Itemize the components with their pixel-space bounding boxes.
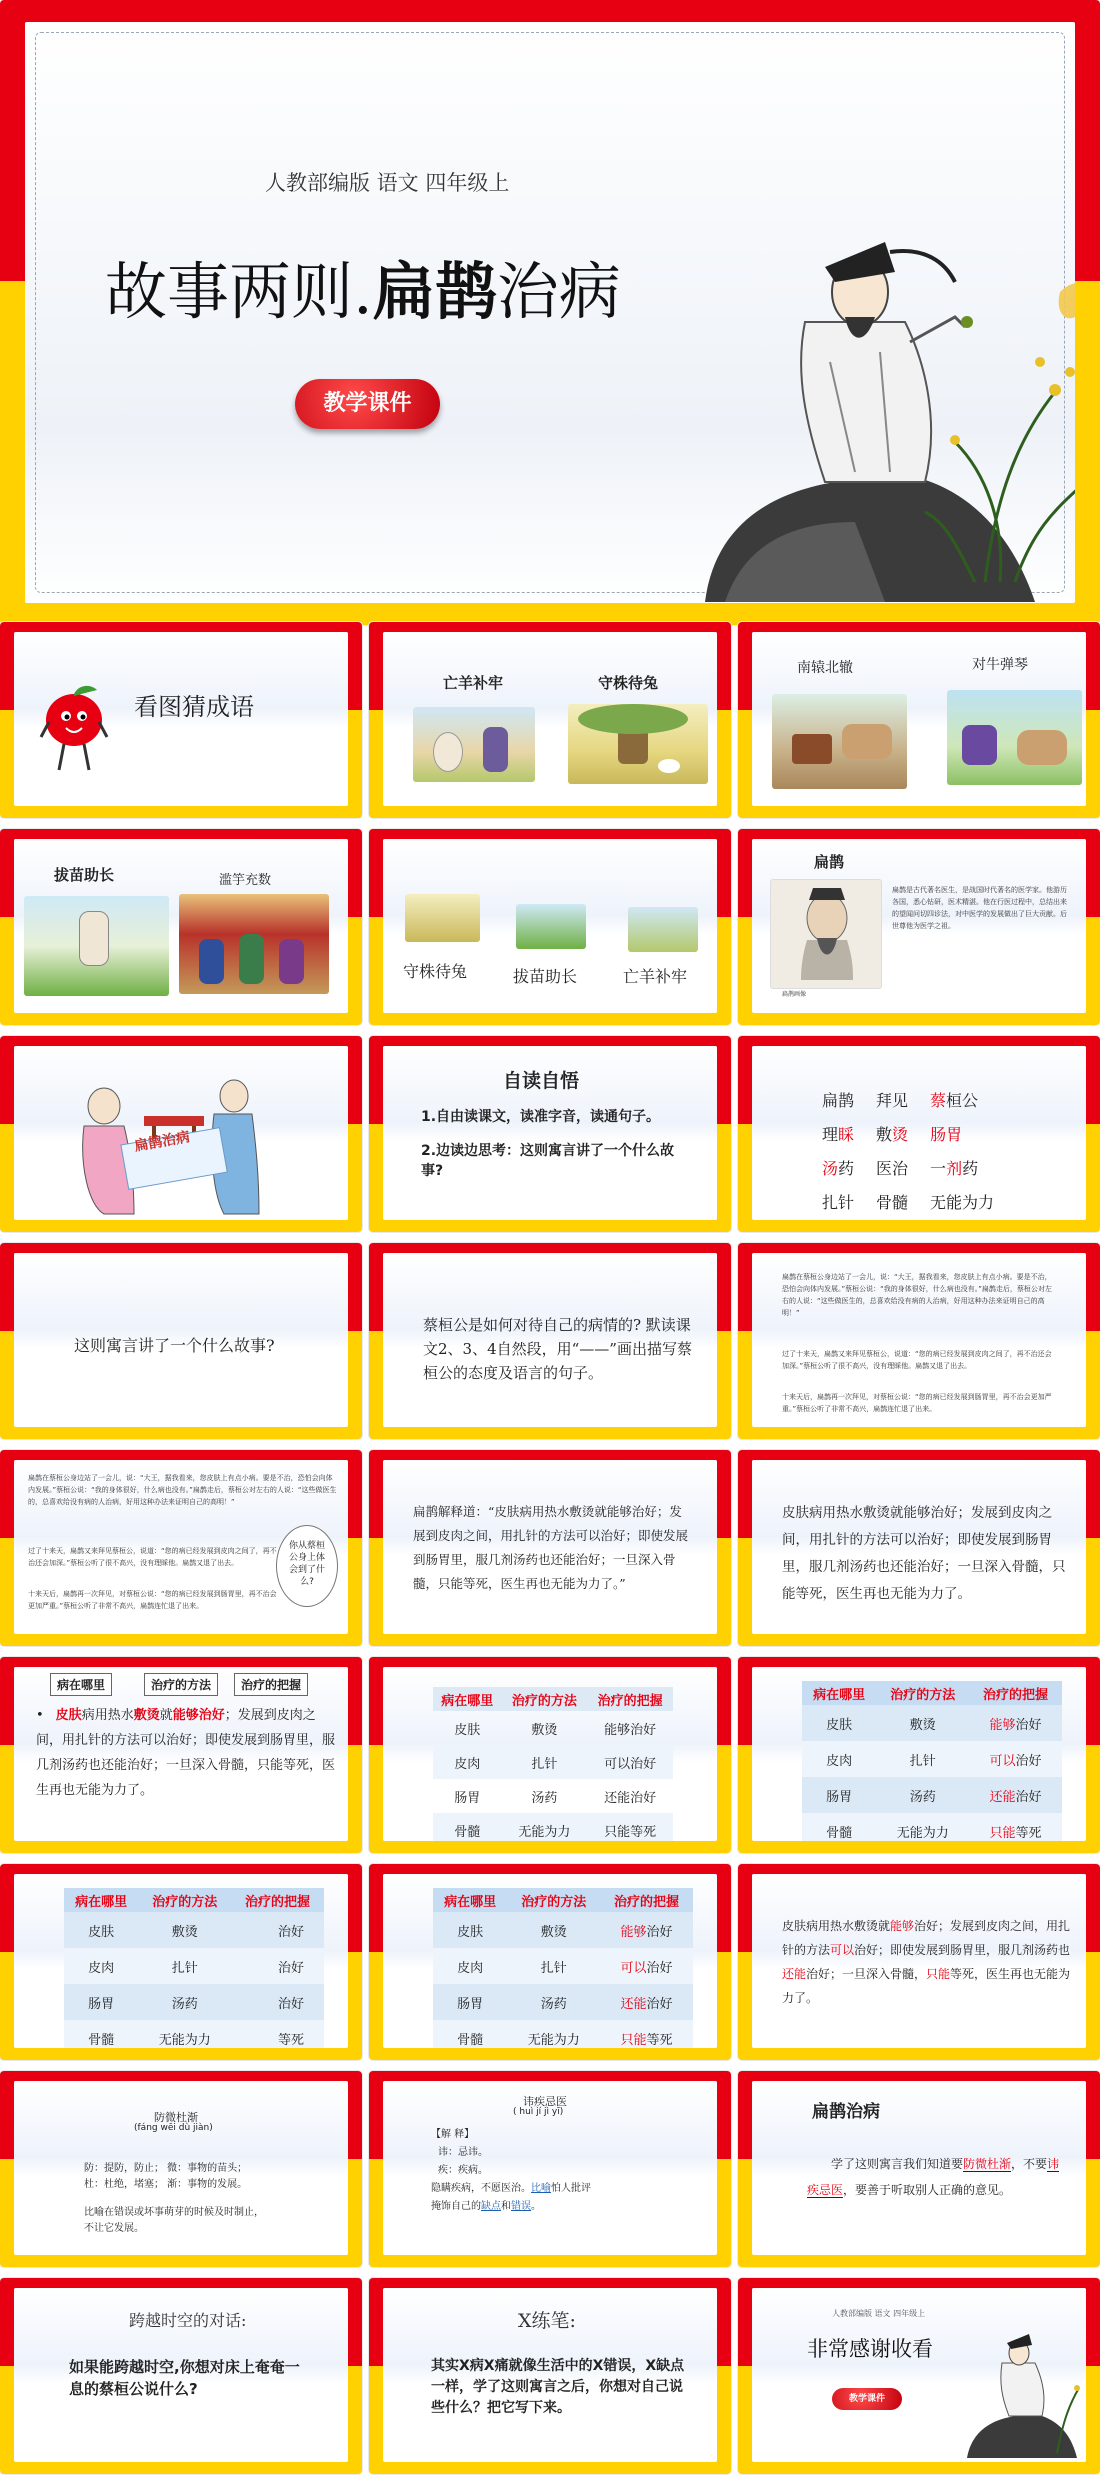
idiom-label: 亡羊补牢: [623, 967, 688, 986]
thought-bubble: [276, 1525, 338, 1607]
tree-rabbit-picture: [405, 894, 480, 942]
definition-line: 【解 释】: [431, 2129, 475, 2140]
slide-heading: 扁鹊: [814, 853, 845, 871]
treatment-table: 病在哪里 治疗的方法 治疗的把握 皮肤 敷烫 能够治好 皮肉 扎针 可以治好 肠胃 汤药 还能治好 骨髓 无能为力 只能等死: [433, 1687, 673, 1841]
slide-dialogue[interactable]: [0, 2278, 362, 2474]
story-paragraph: 扁鹊在蔡桓公身边站了一会儿，说：“大王，据我看来，您皮肤上有点小病。要是不治，恐怕会向体内发展。”蔡桓公说：“我的身体很好，什么病也没有。”扁鹊走后，蔡桓公对左右的人说：“这些做医生的，总喜欢给没有病的人治病，好用这种办法来证明自己的高明！”: [28, 1474, 337, 1506]
page-title: [105, 242, 621, 331]
definition-line: 防：提防，防止； 微：事物的苗头；: [84, 2163, 248, 2174]
treatment-table: 病在哪里 治疗的方法 治疗的把握 皮肤 敷烫 治好 皮肉 扎针 治好 肠胃 汤药 治好 骨髓 无能为力 等死: [64, 1888, 324, 2048]
banner-text: 扁鹊治病: [133, 1129, 192, 1155]
slide-explanation[interactable]: [369, 1450, 731, 1646]
idiom-pinyin: (fáng wēi dù jiàn): [134, 2123, 213, 2133]
idiom-title: 防微杜渐: [154, 2111, 198, 2124]
analysis-text: • 皮肤病用热水敷烫就能够治好；发展到皮肉之间，用扎针的方法可以治好；即使发展到肠胃里，服几剂汤药也还能治好；一旦深入骨髓，只能等死，医生再也无能为力了。: [36, 1708, 336, 1798]
slide-idiom-pictures-3[interactable]: [0, 829, 362, 1025]
definition-line: 讳：忌讳。: [438, 2147, 488, 2158]
definition-line: 掩饰自己的缺点和错误。: [431, 2201, 541, 2212]
story-paragraph: 过了十来天，扁鹊又来拜见蔡桓公，说道：“您的病已经发展到皮肉之间了，再不治还会加深。”蔡桓公听了很不高兴，没有理睬他。扁鹊又退了出去。: [28, 1547, 277, 1567]
writing-prompt: 其实X病X痛就像生活中的X错误，X缺点一样，学了这则寓言之后，你想对自己说些什么？把它写下来。: [431, 2358, 685, 2416]
title-part-b: 扁鹊: [372, 255, 497, 328]
treatment-table: 病在哪里 治疗的方法 治疗的把握 皮肤 敷烫 能够 治好 皮肉 扎针 可以 治好 肠胃 汤药 还能 治好 骨髓 无能为力 只能 等死: [802, 1681, 1062, 1841]
badge-button[interactable]: [832, 2388, 902, 2410]
slide-question[interactable]: [0, 1243, 362, 1439]
slide-summary[interactable]: [738, 2071, 1100, 2267]
apple-mascot-icon: [39, 682, 109, 777]
cow-zither-picture: [947, 690, 1082, 785]
portrait-caption: 扁鹊画像: [782, 991, 807, 998]
vocab-row: 扎针 骨髓 无能为力: [822, 1193, 995, 1212]
slide-table-4[interactable]: [369, 1864, 731, 2060]
slide-heading: 扁鹊治病: [812, 2102, 880, 2122]
vocab-grid: [822, 1084, 994, 1220]
sheep-pen-picture: [413, 707, 535, 782]
title-part-a: 故事两则.: [105, 255, 373, 328]
definition-line: 比喻在错误或坏事萌芽的时候及时制止，: [84, 2207, 264, 2218]
task-item: 2.边读边思考：这则寓言讲了一个什么故事?: [421, 1143, 675, 1179]
slide-table-2[interactable]: [738, 1657, 1100, 1853]
slide-reading-task[interactable]: [369, 1243, 731, 1439]
definition-line: 疾：疾病。: [438, 2165, 488, 2176]
slide-table-1[interactable]: [369, 1657, 731, 1853]
definition-line: 不让它发展。: [84, 2223, 144, 2234]
story-paragraph: 十来天后，扁鹊再一次拜见，对蔡桓公说：“您的病已经发展到肠胃里，再不治会更加严重。”蔡桓公听了非常不高兴，扁鹊连忙退了出来。: [782, 1393, 1052, 1413]
slide-highlighted-text[interactable]: [738, 1864, 1100, 2060]
thanks-title: 非常感谢收看: [807, 2337, 933, 2361]
badge-button[interactable]: [295, 379, 440, 429]
explanation-text: 皮肤病用热水敷烫就能够治好；发展到皮肉之间，用扎针的方法可以治好；即使发展到肠胃里，服几剂汤药也还能治好；一旦深入骨髓，只能等死，医生再也无能为力了。: [782, 1505, 1066, 1602]
tree-rabbit-picture: [568, 704, 708, 784]
story-paragraph: 过了十来天，扁鹊又来拜见蔡桓公，说道：“您的病已经发展到皮肉之间了，再不治还会加深。”蔡桓公听了很不高兴，没有理睬他。扁鹊又退了出去。: [782, 1350, 1052, 1370]
physician-illustration: [957, 2328, 1082, 2458]
slide-guess-idiom[interactable]: [0, 622, 362, 818]
bubble-text: 你从蔡桓公身上体会到了什么?: [288, 1541, 325, 1587]
idiom-label: 对牛弹琴: [972, 657, 1028, 673]
intro-text: 扁鹊是古代著名医生，是战国时代著名的医学家。他游历各国，悉心钻研，医术精湛。他在行医过程中，总结出来的望闻问切四诊法，对中医学的发展做出了巨大贡献。后世尊他为医学之祖。: [892, 886, 1067, 930]
dialogue-prompt: 如果能跨越时空,你想对床上奄奄一息的蔡桓公说什么?: [69, 2358, 300, 2398]
slide-analysis[interactable]: [0, 1657, 362, 1853]
idiom-label: 亡羊补牢: [443, 674, 504, 692]
publisher-label: 人教部编版 语文 四年级上: [832, 2309, 926, 2318]
farmer-picture: [516, 904, 586, 949]
slide-heading: 跨越时空的对话:: [129, 2311, 247, 2330]
story-paragraph: 十来天后，扁鹊再一次拜见，对蔡桓公说：“您的病已经发展到肠胃里，再不治会更加严重。”蔡桓公听了非常不高兴，扁鹊连忙退了出来。: [28, 1590, 277, 1610]
slide-self-study[interactable]: [369, 1036, 731, 1232]
slide-heading: 自读自悟: [503, 1070, 580, 1092]
summary-text: 学了这则寓言我们知道要防微杜渐，不要讳疾忌医，要善于听取别人正确的意见。: [807, 2157, 1060, 2197]
category-tag: 治疗的把握: [234, 1673, 308, 1696]
vocab-row: 汤药 医治 一剂药: [822, 1159, 979, 1178]
story-paragraph: 扁鹊在蔡桓公身边站了一会儿，说：“大王，据我看来，您皮肤上有点小病。要是不治，恐怕会向体内发展。”蔡桓公说：“我的身体很好，什么病也没有。”扁鹊走后，蔡桓公对左右的人说：“这些做医生的，总喜欢给没有病的人治病，好用这种办法来证明自己的高明！”: [782, 1273, 1052, 1317]
slide-title[interactable]: [0, 0, 1100, 625]
slide-heading: 看图猜成语: [134, 693, 254, 721]
slide-story-text-bubble[interactable]: [0, 1450, 362, 1646]
slide-heading: X练笔:: [518, 2310, 576, 2332]
slide-bianque-intro[interactable]: [738, 829, 1100, 1025]
idiom-label: 滥竽充数: [219, 873, 272, 888]
sheep-pen-picture: [628, 907, 698, 952]
slide-story-text[interactable]: [738, 1243, 1100, 1439]
explanation-text: 扁鹊解释道：“皮肤病用热水敷烫就能够治好；发展到皮肉之间，用扎针的方法可以治好；即使发展到肠胃里，服几剂汤药也还能治好；一旦深入骨髓，只能等死，医生再也无能为力了。”: [413, 1504, 689, 1591]
idiom-label: 守株待兔: [403, 962, 468, 981]
definition-line: 隐瞒疾病，不愿医治。比喻怕人批评: [431, 2183, 591, 2194]
idiom-label: 拔苗助长: [513, 967, 578, 986]
idiom-pinyin: ( huì jí jì yī): [513, 2107, 564, 2117]
slide-idiom-pictures-1[interactable]: [369, 622, 731, 818]
carriage-picture: [772, 694, 907, 789]
title-part-c: 治病: [496, 255, 621, 328]
slide-idiom-meaning-1[interactable]: [0, 2071, 362, 2267]
slide-idiom-pictures-2[interactable]: [738, 622, 1100, 818]
question-text: 这则寓言讲了一个什么故事?: [74, 1336, 275, 1355]
task-item: 1.自由读课文，读准字音，读通句子。: [421, 1109, 661, 1125]
bianque-portrait: [770, 879, 882, 989]
idiom-title: 讳疾忌医: [523, 2095, 567, 2108]
idiom-label: 守株待兔: [598, 674, 659, 692]
category-tag: 治疗的方法: [144, 1673, 218, 1696]
slide-thanks[interactable]: [738, 2278, 1100, 2474]
badge-label: 教学课件: [848, 2394, 885, 2404]
idiom-label: 拔苗助长: [54, 866, 115, 884]
treatment-table: 病在哪里 治疗的方法 治疗的把握 皮肤 敷烫 能够 治好 皮肉 扎针 可以 治好 肠胃 汤药 还能 治好 骨髓 无能为力 只能 等死: [433, 1888, 693, 2048]
slide-table-3[interactable]: [0, 1864, 362, 2060]
task-text: 蔡桓公是如何对待自己的病情的? 默读课文2、3、4自然段，用“——”画出描写蔡桓公的态度及语言的句子。: [423, 1316, 692, 1382]
highlighted-text: 皮肤病用热水敷烫就能够治好；发展到皮肉之间，用扎针的方法可以治好；即使发展到肠胃里，服几剂汤药也还能治好；一旦深入骨髓，只能等死，医生再也无能为力了。: [782, 1919, 1071, 2005]
slide-idiom-review[interactable]: [369, 829, 731, 1025]
vocab-row: 理睬 敷烫 肠胃: [822, 1125, 963, 1144]
publisher-label: 人教部编版 语文 四年级上: [265, 171, 510, 195]
slide-explanation-2[interactable]: [738, 1450, 1100, 1646]
slide-vocabulary[interactable]: [738, 1036, 1100, 1232]
farmer-picture: [24, 896, 169, 996]
vocab-row: 扁鹊 拜见 蔡桓公: [822, 1091, 979, 1110]
definition-line: 杜：杜绝，堵塞； 渐：事物的发展。: [84, 2179, 248, 2190]
court-musicians-picture: [179, 894, 329, 994]
slide-writing-practice[interactable]: [369, 2278, 731, 2474]
slide-idiom-meaning-2[interactable]: [369, 2071, 731, 2267]
idiom-label: 南辕北辙: [797, 660, 853, 676]
physician-illustration: [655, 222, 1075, 602]
slide-story-illustration[interactable]: [0, 1036, 362, 1232]
badge-label: 教学课件: [323, 391, 412, 416]
category-tag: 病在哪里: [50, 1673, 112, 1696]
